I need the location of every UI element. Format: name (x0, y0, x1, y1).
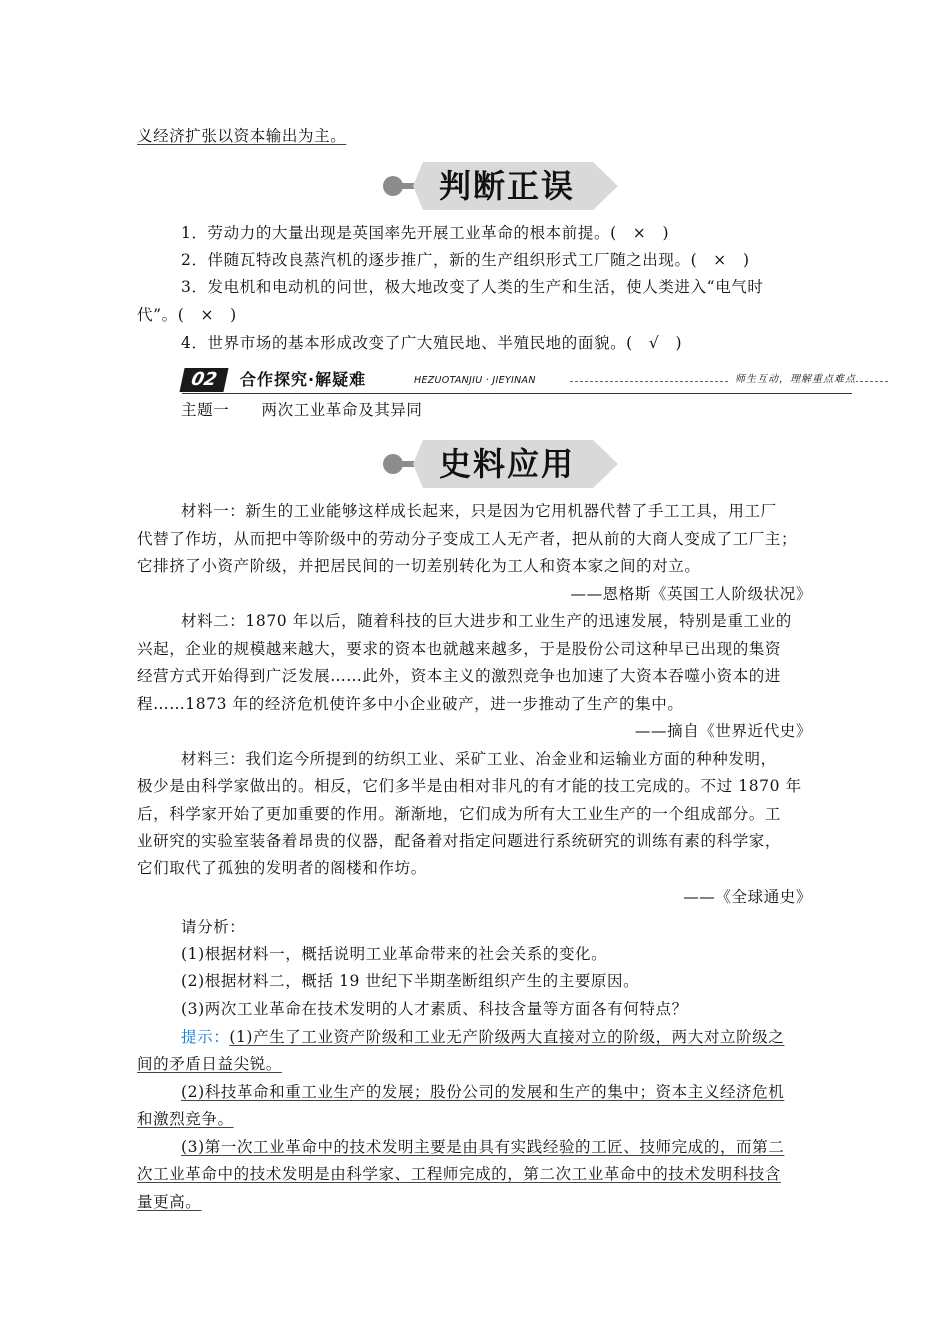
material3-line1: 材料三：我们迄今所提到的纺织工业、采矿工业、冶金业和运输业方面的种种发明， (181, 750, 777, 768)
intro-tail: 义经济扩张以资本输出为主。 (137, 127, 347, 145)
answer1-line1 (181, 1026, 784, 1048)
answer3-line2: 次工业革命中的技术发明是由科学家、工程师完成的，第二次工业革命中的技术发明科技含 (137, 1165, 782, 1183)
section-number: 02 (179, 368, 228, 392)
question-1: (1)根据材料一，概括说明工业革命带来的社会关系的变化。 (181, 945, 608, 963)
judge-item-3: 3．发电机和电动机的问世，极大地改变了人类的生产和生活，使人类进入“电气时 (181, 278, 764, 296)
material2-line3: 经营方式开始得到广泛发展……此外，资本主义的激烈竞争也加速了大资本吞噬小资本的进 (137, 667, 782, 685)
section-title: 合作探究·解疑难 (240, 370, 367, 389)
material2-line2: 兴起，企业的规模越来越大，要求的资本也就越来越多，于是股份公司这种早已出现的集资 (137, 640, 782, 658)
section-header (182, 368, 856, 394)
material3-line2: 极少是由科学家做出的。相反，它们多半是由相对非凡的有才能的技工完成的。不过 1870 年 (137, 777, 802, 795)
material3-source: ——《全球通史》 (683, 888, 812, 906)
material2-source: ——摘自《世界近代史》 (634, 722, 812, 740)
section-tagline: 师生互动，理解重点难点 (730, 373, 856, 387)
question-2: (2)根据材料二，概括 19 世纪下半期垄断组织产生的主要原因。 (181, 972, 640, 990)
judge-item-4: 4．世界市场的基本形成改变了广大殖民地、半殖民地的面貌。( √ ) (181, 334, 683, 352)
material3-line3: 后，科学家开始了更加重要的作用。渐渐地，它们成为所有大工业生产的一个组成部分。工 (137, 805, 782, 823)
material-banner (383, 440, 618, 488)
answer3-line1: (3)第一次工业革命中的技术发明主要是由具有实践经验的工匠、技师完成的，而第二 (181, 1138, 785, 1156)
judge-item-3-cont: 代”。( × ) (137, 306, 237, 324)
answer2-line1: (2)科技革命和重工业生产的发展；股份公司的发展和生产的集中；资本主义经济危机 (181, 1083, 785, 1101)
question-3: (3)两次工业革命在技术发明的人才素质、科技含量等方面各有何特点？ (181, 1000, 688, 1018)
material2-line4: 程……1873 年的经济危机使许多中小企业破产，进一步推动了生产的集中。 (137, 695, 684, 713)
answer1-line2: 间的矛盾日益尖锐。 (137, 1055, 282, 1073)
judge-item-2: 2．伴随瓦特改良蒸汽机的逐步推广，新的生产组织形式工厂随之出现。( × ) (181, 251, 750, 269)
material1-source: ——恩格斯《英国工人阶级状况》 (570, 585, 812, 603)
judge-item-1: 1．劳动力的大量出现是英国率先开展工业革命的根本前提。( × ) (181, 224, 670, 242)
judge-banner (383, 162, 618, 210)
material1-line2: 代替了作坊，从而把中等阶级中的劳动分子变成工人无产者，把从前的大商人变成了工厂主； (137, 530, 798, 548)
material3-line4: 业研究的实验室装备着昂贵的仪器，配备着对指定问题进行系统研究的训练有素的科学家， (137, 832, 782, 850)
material1-line3: 它排挤了小资产阶级，并把居民间的一切差别转化为工人和资本家之间的对立。 (137, 557, 701, 575)
section-rule (182, 393, 852, 394)
material3-line5: 它们取代了孤独的发明者的阁楼和作坊。 (137, 859, 427, 877)
topic-heading: 主题一 两次工业革命及其异同 (181, 401, 423, 419)
material-banner-title: 史料应用 (438, 445, 575, 483)
hint-label: 提示： (181, 1028, 230, 1046)
answer2-line2: 和激烈竞争。 (137, 1110, 234, 1128)
section-pinyin: HEZUOTANJIU · JIEYINAN (414, 375, 536, 386)
ask-label: 请分析： (181, 918, 246, 936)
material2-line1: 材料二：1870 年以后，随着科技的巨大进步和工业生产的迅速发展，特别是重工业的 (181, 612, 792, 630)
material1-line1: 材料一：新生的工业能够这样成长起来，只是因为它用机器代替了手工工具，用工厂 (181, 502, 777, 520)
judge-banner-title: 判断正误 (438, 167, 575, 205)
answer3-line3: 量更高。 (137, 1193, 202, 1211)
answer1-text: (1)产生了工业资产阶级和工业无产阶级两大直接对立的阶级，两大对立阶级之 (229, 1028, 785, 1046)
